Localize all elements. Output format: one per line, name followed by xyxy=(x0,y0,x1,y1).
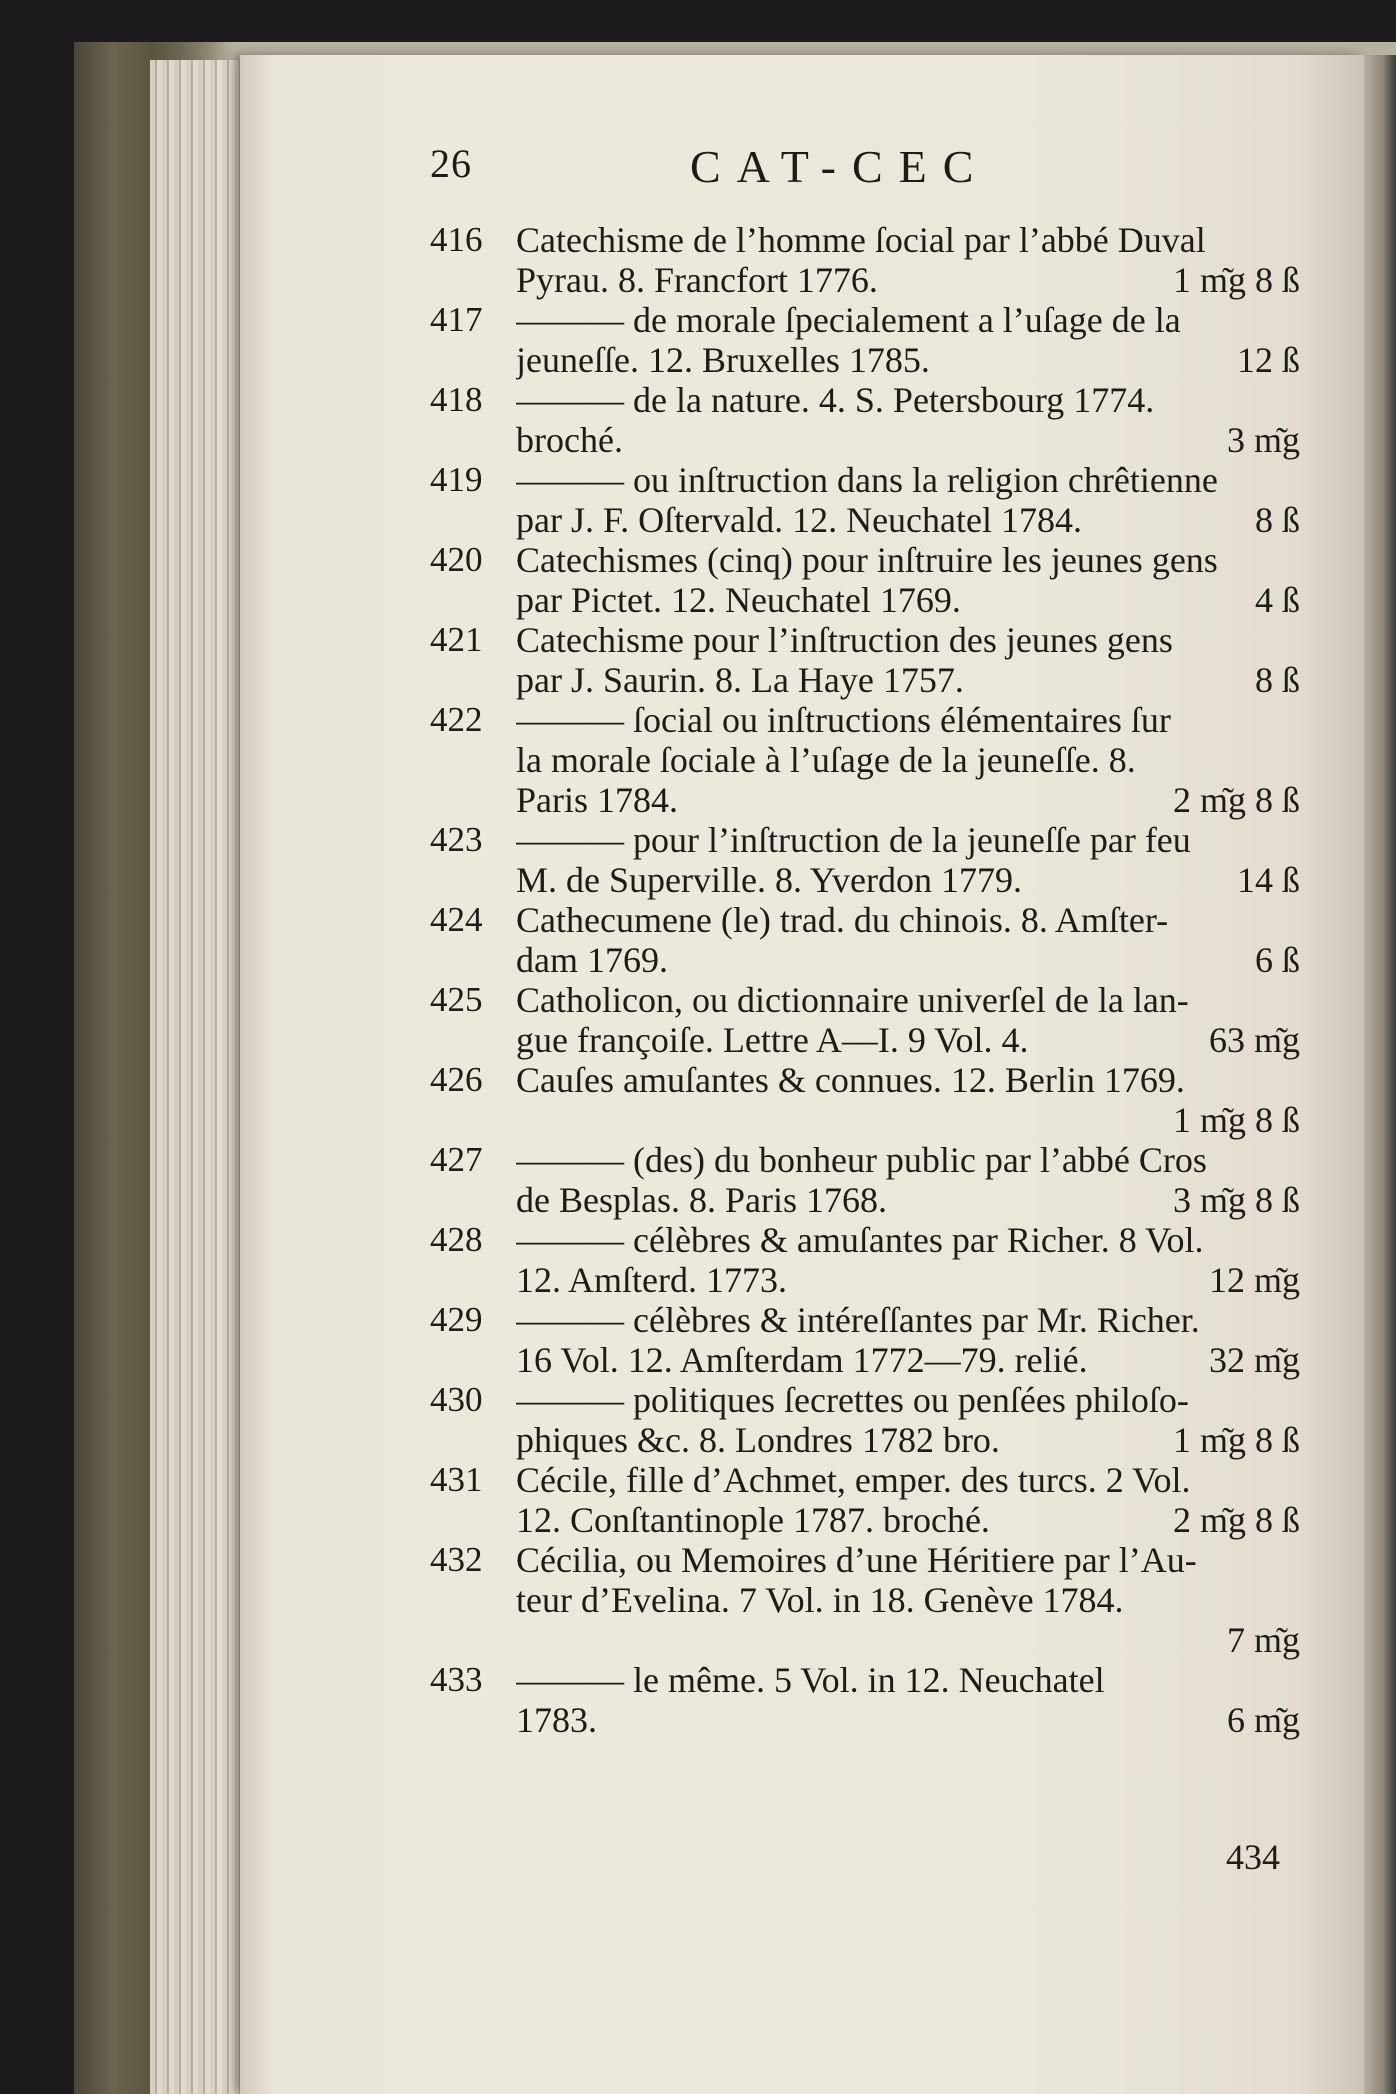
entry-text: Pyrau. 8. Francfort 1776. xyxy=(516,260,878,300)
entry-number: 427 xyxy=(430,1140,483,1179)
entry-number: 425 xyxy=(430,980,483,1019)
entry-price: 14 ß xyxy=(1237,860,1300,900)
catalog-entry xyxy=(430,1220,1300,1300)
catalog-entry xyxy=(430,460,1300,540)
entry-text: gue françoiſe. Lettre A—I. 9 Vol. 4. xyxy=(516,1020,1029,1060)
entry-text: ——— ſocial ou inſtructions élémentaires ſur xyxy=(516,700,1171,740)
catchword: 434 xyxy=(1226,1837,1280,1877)
entry-text: Catechisme de l’homme ſocial par l’abbé Duval xyxy=(516,220,1206,260)
entry-text: ——— de la nature. 4. S. Petersbourg 1774. xyxy=(516,380,1155,420)
catalog-entry xyxy=(430,540,1300,620)
entry-price: 2 m͂g 8 ß xyxy=(1172,780,1300,820)
entry-text: ——— (des) du bonheur public par l’abbé Cros xyxy=(516,1140,1207,1180)
entry-number: 424 xyxy=(430,900,483,939)
entry-price: 8 ß xyxy=(1255,660,1300,700)
entry-price: 6 ß xyxy=(1255,940,1300,980)
entry-text: Catechisme pour l’inſtruction des jeunes gens xyxy=(516,620,1173,660)
entry-number: 428 xyxy=(430,1220,483,1259)
entry-number: 420 xyxy=(430,540,483,579)
catalog-entry xyxy=(430,820,1300,900)
entry-number: 426 xyxy=(430,1060,483,1099)
entry-text: 1783. xyxy=(516,1700,597,1740)
catalog-entry xyxy=(430,1300,1300,1380)
entry-text: M. de Superville. 8. Yverdon 1779. xyxy=(516,860,1022,900)
entry-text: Paris 1784. xyxy=(516,780,678,820)
entry-price: 32 m͂g xyxy=(1208,1340,1300,1380)
entry-price: 3 m͂g 8 ß xyxy=(1172,1180,1300,1220)
entry-number: 430 xyxy=(430,1380,483,1419)
running-title: CAT-CEC xyxy=(690,141,990,192)
entry-text: ——— de morale ſpecialement a l’uſage de la xyxy=(516,300,1181,340)
entry-text: Catholicon, ou dictionnaire univerſel de la lan- xyxy=(516,980,1189,1020)
catalog-entry xyxy=(430,900,1300,980)
entry-text: ——— célèbres & amuſantes par Richer. 8 Vol. xyxy=(516,1220,1204,1260)
entry-number: 421 xyxy=(430,620,483,659)
catalog-entry xyxy=(430,1460,1300,1540)
catalog-entry xyxy=(430,1140,1300,1220)
catalog-entries xyxy=(430,220,1300,1740)
entry-price: 3 m͂g xyxy=(1226,420,1300,460)
entry-number: 417 xyxy=(430,300,483,339)
entry-text: ——— ou inſtruction dans la religion chrêtienne xyxy=(516,460,1218,500)
entry-text: 16 Vol. 12. Amſterdam 1772—79. relié. xyxy=(516,1340,1088,1380)
entry-text: ——— politiques ſecrettes ou penſées philoſo- xyxy=(516,1380,1189,1420)
entry-text: jeuneſſe. 12. Bruxelles 1785. xyxy=(516,340,930,380)
catalog-entry xyxy=(430,1660,1300,1740)
catalog-entry xyxy=(430,1060,1300,1140)
entry-text: teur d’Evelina. 7 Vol. in 18. Genève 1784. xyxy=(516,1580,1124,1620)
catalog-entry xyxy=(430,1540,1300,1660)
entry-text: 12. Amſterd. 1773. xyxy=(516,1260,787,1300)
entry-number: 419 xyxy=(430,460,483,499)
entry-text: de Besplas. 8. Paris 1768. xyxy=(516,1180,887,1220)
entry-text: ——— célèbres & intéreſſantes par Mr. Richer. xyxy=(516,1300,1200,1340)
entry-text: dam 1769. xyxy=(516,940,668,980)
entry-price: 4 ß xyxy=(1255,580,1300,620)
entry-price: 63 m͂g xyxy=(1208,1020,1300,1060)
entry-number: 429 xyxy=(430,1300,483,1339)
entry-number: 423 xyxy=(430,820,483,859)
catalog-entry xyxy=(430,620,1300,700)
entry-text: Cathecumene (le) trad. du chinois. 8. Amſter- xyxy=(516,900,1169,940)
entry-text: par Pictet. 12. Neuchatel 1769. xyxy=(516,580,961,620)
catalog-entry xyxy=(430,220,1300,300)
entry-price: 12 ß xyxy=(1237,340,1300,380)
catalog-entry xyxy=(430,300,1300,380)
page-header xyxy=(430,140,1330,200)
entry-number: 422 xyxy=(430,700,483,739)
entry-price: 7 m͂g xyxy=(1226,1620,1300,1660)
entry-text: 12. Conſtantinople 1787. broché. xyxy=(516,1500,990,1540)
entry-price: 12 m͂g xyxy=(1208,1260,1300,1300)
entry-text: Catechismes (cinq) pour inſtruire les jeunes gens xyxy=(516,540,1218,580)
entry-text: Cécilia, ou Memoires d’une Héritiere par l’Au- xyxy=(516,1540,1197,1580)
entry-number: 432 xyxy=(430,1540,483,1579)
entry-text: Cauſes amuſantes & connues. 12. Berlin 1769. xyxy=(516,1060,1185,1100)
entry-price: 1 m͂g 8 ß xyxy=(1172,260,1300,300)
catalog-entry xyxy=(430,700,1300,820)
catalog-entry xyxy=(430,1380,1300,1460)
entry-text: broché. xyxy=(516,420,623,460)
entry-text: par J. Saurin. 8. La Haye 1757. xyxy=(516,660,964,700)
entry-number: 418 xyxy=(430,380,483,419)
entry-price: 8 ß xyxy=(1255,500,1300,540)
page-number: 26 xyxy=(430,141,472,186)
entry-price: 1 m͂g 8 ß xyxy=(1172,1420,1300,1460)
entry-number: 431 xyxy=(430,1460,483,1499)
catalog-entry xyxy=(430,980,1300,1060)
entry-number: 433 xyxy=(430,1660,483,1699)
entry-price: 1 m͂g 8 ß xyxy=(1172,1100,1300,1140)
entry-number: 416 xyxy=(430,220,483,259)
entry-text: par J. F. Oſtervald. 12. Neuchatel 1784. xyxy=(516,500,1082,540)
entry-text: ——— le même. 5 Vol. in 12. Neuchatel xyxy=(516,1660,1105,1700)
entry-text: ——— pour l’inſtruction de la jeuneſſe par feu xyxy=(516,820,1191,860)
entry-text: la morale ſociale à l’uſage de la jeuneſſe. 8. xyxy=(516,740,1136,780)
catalog-entry xyxy=(430,380,1300,460)
entry-price: 2 m͂g 8 ß xyxy=(1172,1500,1300,1540)
entry-text: phiques &c. 8. Londres 1782 bro. xyxy=(516,1420,1000,1460)
entry-price: 6 m͂g xyxy=(1226,1700,1300,1740)
page-right-edge xyxy=(1364,55,1396,2094)
entry-text: Cécile, fille d’Achmet, emper. des turcs. 2 Vol. xyxy=(516,1460,1191,1500)
